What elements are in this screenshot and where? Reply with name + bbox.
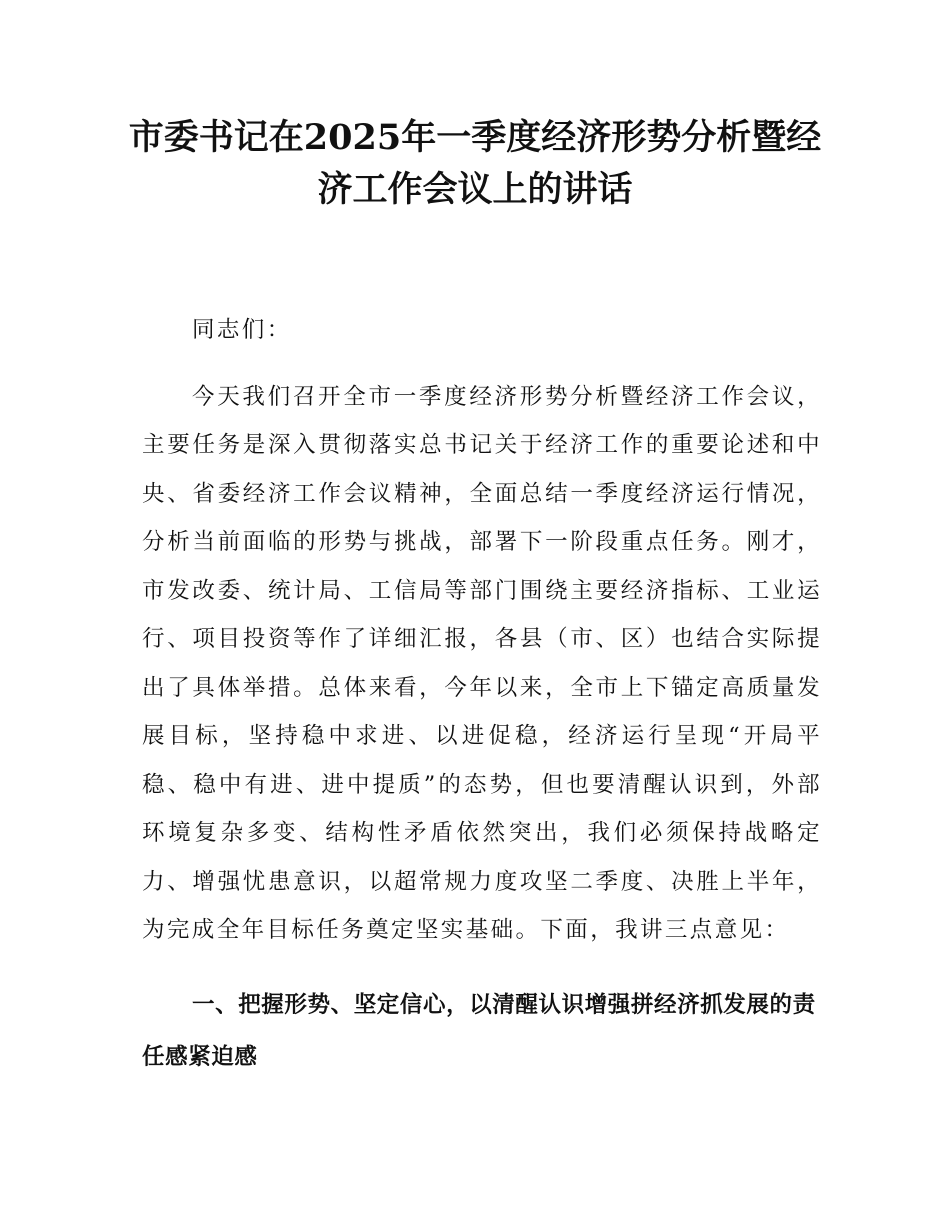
title-line-1: 市委书记在2025年一季度经济形势分析暨经 (128, 117, 822, 158)
document-title (120, 112, 830, 216)
section-heading-1: 一、把握形势、坚定信心，以清醒认识增强拼经济抓发展的责任感紧迫感 (142, 991, 816, 1070)
opening-paragraph: 今天我们召开全市一季度经济形势分析暨经济工作会议，主要任务是深入贯彻落实总书记关于经济工作的重要论述和中央、省委经济工作会议精神，全面总结一季度经济运行情况，分析当前面临的形势与挑战，部署下一阶段重点任务。刚才，市发改委、统计局、工信局等部门围绕主要经济指标、工业运行、项目投资等作了详细汇报，各县（市、区）也结合实际提出了具体举措。总体来看，今年以来，全市上下锚定高质量发展目标，坚持稳中求进、以进促稳，经济运行呈现“开局平稳、稳中有进、进中提质”的态势，但也要清醒认识到，外部环境复杂多变、结构性矛盾依然突出，我们必须保持战略定力、增强忧患意识，以超常规力度攻坚二季度、决胜上半年，为完成全年目标任务奠定坚实基础。下面，我讲三点意见： (142, 383, 822, 943)
salutation: 同志们： (192, 317, 292, 343)
document-body (142, 306, 822, 1083)
title-line-2: 济工作会议上的讲话 (317, 169, 633, 210)
